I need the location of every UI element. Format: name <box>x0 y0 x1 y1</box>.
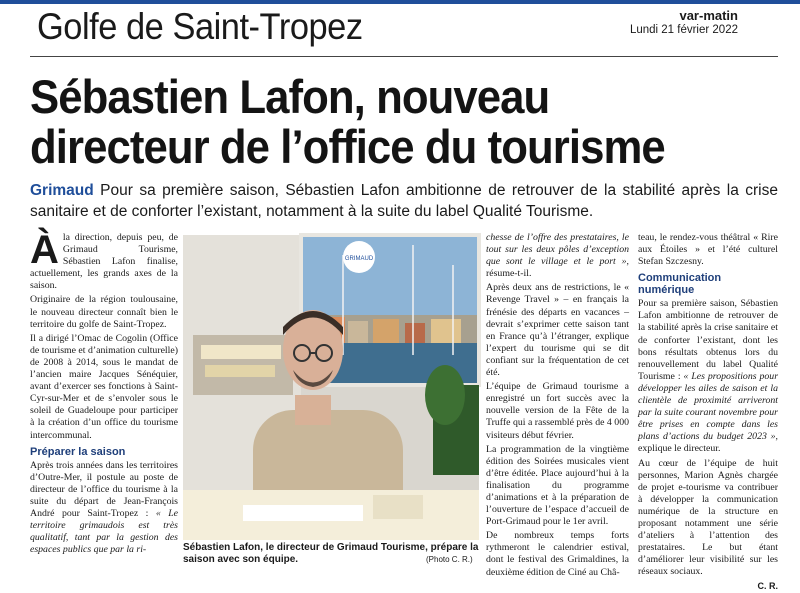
col1-quote: « Le territoire grimaudois est très qualitatif, tant par la gestion des espaces publics que par la ri- <box>30 507 178 556</box>
lead-city: Grimaud <box>30 182 94 199</box>
col4-paragraph-2 <box>638 298 778 455</box>
col4-text-2-end: , explique le directeur. <box>638 431 778 455</box>
article-photo <box>183 235 479 540</box>
header-rule <box>30 56 778 57</box>
article-column-1 <box>30 228 178 558</box>
col3-quote-end: , résume-t-il. <box>486 256 629 280</box>
photo-badge-text: GRIMAUD <box>344 256 374 262</box>
col1-paragraph-3: Il a dirigé l’Omac de Cogolin (Office de tourisme et d’animation culturelle) de 2008 à 2014, sous le mandat de l’ancien maire Jacques Sénéquier, avant d’exercer ses fonctions à Saint-Cyr-sur-Mer et de s’envoler sous le soleil de Guadeloupe pour participer à la création d’un office du tourisme intercommunal. <box>30 332 178 441</box>
col1-paragraph-4 <box>30 460 178 557</box>
col4-paragraph-1: teau, le rendez-vous théâtral « Rire aux Étoiles » et l’été culturel Stefan Szczesny. <box>638 232 778 268</box>
col3-paragraph-0 <box>486 232 629 280</box>
drop-cap: À <box>30 228 59 272</box>
lead-text: Pour sa première saison, Sébastien Lafon ambitionne de retrouver de la stabilité après la crise sanitaire et de conforter l’existant, notamment à la suite du label Qualité Tourisme. <box>30 182 778 220</box>
col3-paragraph-4: De nombreux temps forts rythmeront le calendrier estival, dont le festival des Grimaldines, la deuxième édition de Ciné au Châ- <box>486 530 629 578</box>
article-column-3 <box>486 232 629 581</box>
section-title: Golfe de Saint-Tropez <box>37 6 363 47</box>
col1-paragraph-1 <box>30 228 178 292</box>
publication-date: Lundi 21 février 2022 <box>629 24 738 36</box>
newspaper-name: var-matin <box>679 8 738 23</box>
headline-line-2: directeur de l’office du tourisme <box>30 120 665 173</box>
col3-paragraph-3: La programmation de la vingtième édition des Soirées musicales vient d’être éditée. Place aujourd’hui à la finalisation du programme d’animations et à la préparation de l’ouverture de l’espace d’accueil de Port-Grimaud pour le 1er avril. <box>486 443 629 528</box>
article-column-4 <box>638 232 778 593</box>
col1-text-1: la direction, depuis peu, de Grimaud Tourisme, Sébastien Lafon finalise, actuellement, les grands axes de la saison. <box>30 232 178 292</box>
photo-illustration <box>183 235 479 540</box>
col3-paragraph-1: Après deux ans de restrictions, le « Revenge Travel » – en français la frénésie des départs en vacances – devrait s’exprimer cette saison tant en France qu’à l’étranger, explique l’expert du tourisme qui se dit confiant sur la fréquentation de cet été. <box>486 282 629 379</box>
col3-paragraph-2: L’équipe de Grimaud tourisme a enregistré un fort succès avec la nouvelle version de la Fête de la Truffe qui a rassemblé près de 4 000 visiteurs début février. <box>486 381 629 441</box>
headline-line-1: Sébastien Lafon, nouveau <box>30 70 550 123</box>
col4-quote: « Les propositions pour développer les ailes de saison et la clientèle de proximité arriveront par la suite courant novembre pour être prises en compte dans les plans d’actions du budget 2023 » <box>638 370 779 443</box>
col1-text-4: Après trois années dans les territoires d’Outre-Mer, il postule au poste de directeur de l’office du tourisme à la suite du départ de Jean-François André pour Saint-Tropez : <box>30 459 178 519</box>
col3-quote: chesse de l’offre des prestataires, le tout sur les deux pôles d’exception que sont le village et le port » <box>486 232 629 268</box>
top-color-bar <box>0 0 800 4</box>
photo-credit: (Photo C. R.) <box>426 555 473 564</box>
subhead-preparer: Préparer la saison <box>30 445 126 458</box>
subhead-communication: Communication numérique <box>638 272 722 297</box>
col4-paragraph-3: Au cœur de l’équipe de huit personnes, Marion Agnès chargée de projet e-tourisme va contribuer à développer la communication numérique de la structure en proposant notamment une série d’ateliers à l’attention des prestataires. Le but étant d’améliorer leur visibilité sur les réseaux sociaux. <box>638 457 778 578</box>
lead-paragraph <box>30 180 778 222</box>
photo-caption: Sébastien Lafon, le directeur de Grimaud Tourisme, prépare la saison avec son équipe. <box>183 542 479 565</box>
col1-paragraph-2: Originaire de la région toulousaine, le nouveau directeur connaît bien le territoire du golfe de Saint-Tropez. <box>30 294 178 330</box>
headline <box>30 72 737 172</box>
author-signature: C. R. <box>757 581 778 592</box>
col4-text-2: Pour sa première saison, Sébastien Lafon ambitionne de retrouver de la stabilité après la crise sanitaire et de conforter l’existant, dont les bons résultats obtenus lors du renouvellement du label Qualité Tourisme : <box>638 298 778 382</box>
